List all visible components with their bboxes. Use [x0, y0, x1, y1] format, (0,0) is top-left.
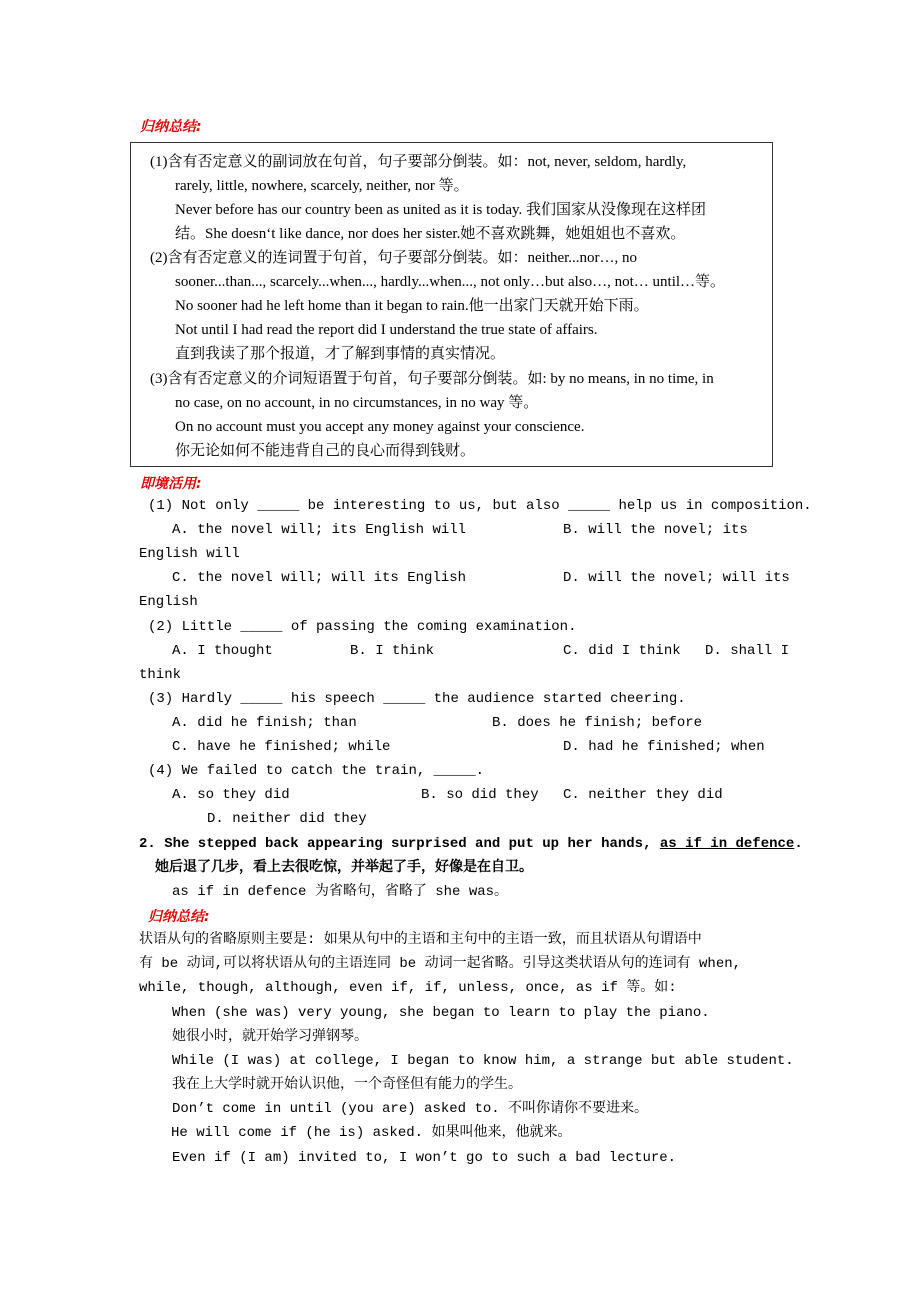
example-1: When (she was) very young, she began to learn to play the piano. — [172, 1005, 710, 1021]
q1-option-a: A. the novel will; its English will — [172, 522, 467, 538]
practice-heading: 即境活用: — [140, 476, 202, 492]
rule-3-line-2: no case, on no account, in no circumstances, in no way 等。 — [175, 395, 539, 411]
rule-1-line-1: (1)含有否定意义的副词放在句首，句子要部分倒装。如：not, never, seldom, hardly, — [150, 154, 687, 170]
q1-stem: (1) Not only _____ be interesting to us, but also _____ help us in composition. — [148, 498, 812, 514]
q2-option-a: A. I thought — [172, 643, 273, 659]
example-1-translation: 她很小时，就开始学习弹钢琴。 — [172, 1029, 368, 1045]
rule-1-example-1: Never before has our country been as united as it is today. 我们国家从没像现在这样团 — [175, 202, 706, 218]
q3-stem: (3) Hardly _____ his speech _____ the audience started cheering. — [148, 691, 686, 707]
summary-2-heading: 归纳总结: — [148, 909, 210, 925]
rule-2-example-2: Not until I had read the report did I understand the true state of affairs. — [175, 322, 598, 338]
rule-2-line-1: (2)含有否定意义的连词置于句首，句子要部分倒装。如：neither...nor…, no — [150, 250, 638, 266]
q3-option-b: B. does he finish; before — [492, 715, 703, 731]
q1-option-d: D. will the novel; will its — [563, 570, 790, 586]
rule-3-line-1: (3)含有否定意义的介词短语置于句首，句子要部分倒装。如: by no means, in no time, in — [150, 371, 714, 387]
rule-3-example: On no account must you accept any money against your conscience. — [175, 419, 585, 435]
q4-option-b: B. so did they — [421, 787, 539, 803]
q3-option-d: D. had he finished; when — [563, 739, 765, 755]
summary-heading: 归纳总结: — [140, 119, 202, 135]
example-2: While (I was) at college, I began to know him, a strange but able student. — [172, 1053, 794, 1069]
example-4: He will come if (he is) asked. 如果叫他来，他就来。 — [171, 1125, 572, 1141]
rule-1-line-2: rarely, little, nowhere, scarcely, neither, nor 等。 — [175, 178, 469, 194]
item-2-underlined-phrase: as if in defence — [659, 836, 795, 852]
q1-option-b: B. will the novel; its — [563, 522, 748, 538]
q4-option-c: C. neither they did — [563, 787, 723, 803]
rule-2-example-2-translation: 直到我读了那个报道，才了解到事情的真实情况。 — [175, 346, 506, 362]
item-2-note: as if in defence 为省略句，省略了 she was。 — [172, 884, 509, 900]
q4-option-a: A. so they did — [172, 787, 290, 803]
rule-1-example-2: 结。She doesn‘t like dance, nor does her sister.她不喜欢跳舞，她姐姐也不喜欢。 — [175, 226, 686, 242]
q1-option-b-wrap: English will — [139, 546, 240, 562]
summary-2-para-line-1: 状语从句的省略原则主要是: 如果从句中的主语和主句中的主语一致，而且状语从句谓语中 — [139, 932, 702, 948]
summary-2-para-line-3: while, though, although, even if, if, unless, once, as if 等。如: — [139, 980, 677, 996]
item-2-sentence-end: . — [794, 836, 803, 852]
rule-2-line-2: sooner...than..., scarcely...when..., hardly...when..., not only…but also…, not… until…等。 — [175, 274, 726, 290]
q2-option-d: D. shall I — [705, 643, 790, 659]
q1-option-c: C. the novel will; will its English — [172, 570, 467, 586]
example-2-translation: 我在上大学时就开始认识他，一个奇怪但有能力的学生。 — [172, 1077, 522, 1093]
item-2-translation: 她后退了几步，看上去很吃惊，并举起了手，好像是在自卫。 — [155, 860, 533, 876]
example-3: Don’t come in until (you are) asked to. 不叫你请你不要进来。 — [172, 1101, 649, 1117]
q4-option-d: D. neither did they — [207, 811, 367, 827]
q4-stem: (4) We failed to catch the train, _____. — [148, 763, 485, 779]
rule-3-example-translation: 你无论如何不能违背自己的良心而得到钱财。 — [175, 443, 476, 459]
item-2-sentence — [139, 834, 803, 854]
rule-2-example-1: No sooner had he left home than it began to rain.他一出家门天就开始下雨。 — [175, 298, 649, 314]
summary-2-para-line-2: 有 be 动词,可以将状语从句的主语连同 be 动词一起省略。引导这类状语从句的连词有 when, — [139, 956, 742, 972]
q2-option-c: C. did I think — [563, 643, 681, 659]
q2-option-d-wrap: think — [139, 667, 182, 683]
item-2-sentence-start: 2. She stepped back appearing surprised and put up her hands, — [139, 836, 660, 852]
example-5: Even if (I am) invited to, I won’t go to such a bad lecture. — [172, 1150, 677, 1166]
q1-option-d-wrap: English — [139, 594, 198, 610]
q3-option-a: A. did he finish; than — [172, 715, 357, 731]
q2-stem: (2) Little _____ of passing the coming examination. — [148, 619, 577, 635]
q2-option-b: B. I think — [350, 643, 435, 659]
q3-option-c: C. have he finished; while — [172, 739, 391, 755]
